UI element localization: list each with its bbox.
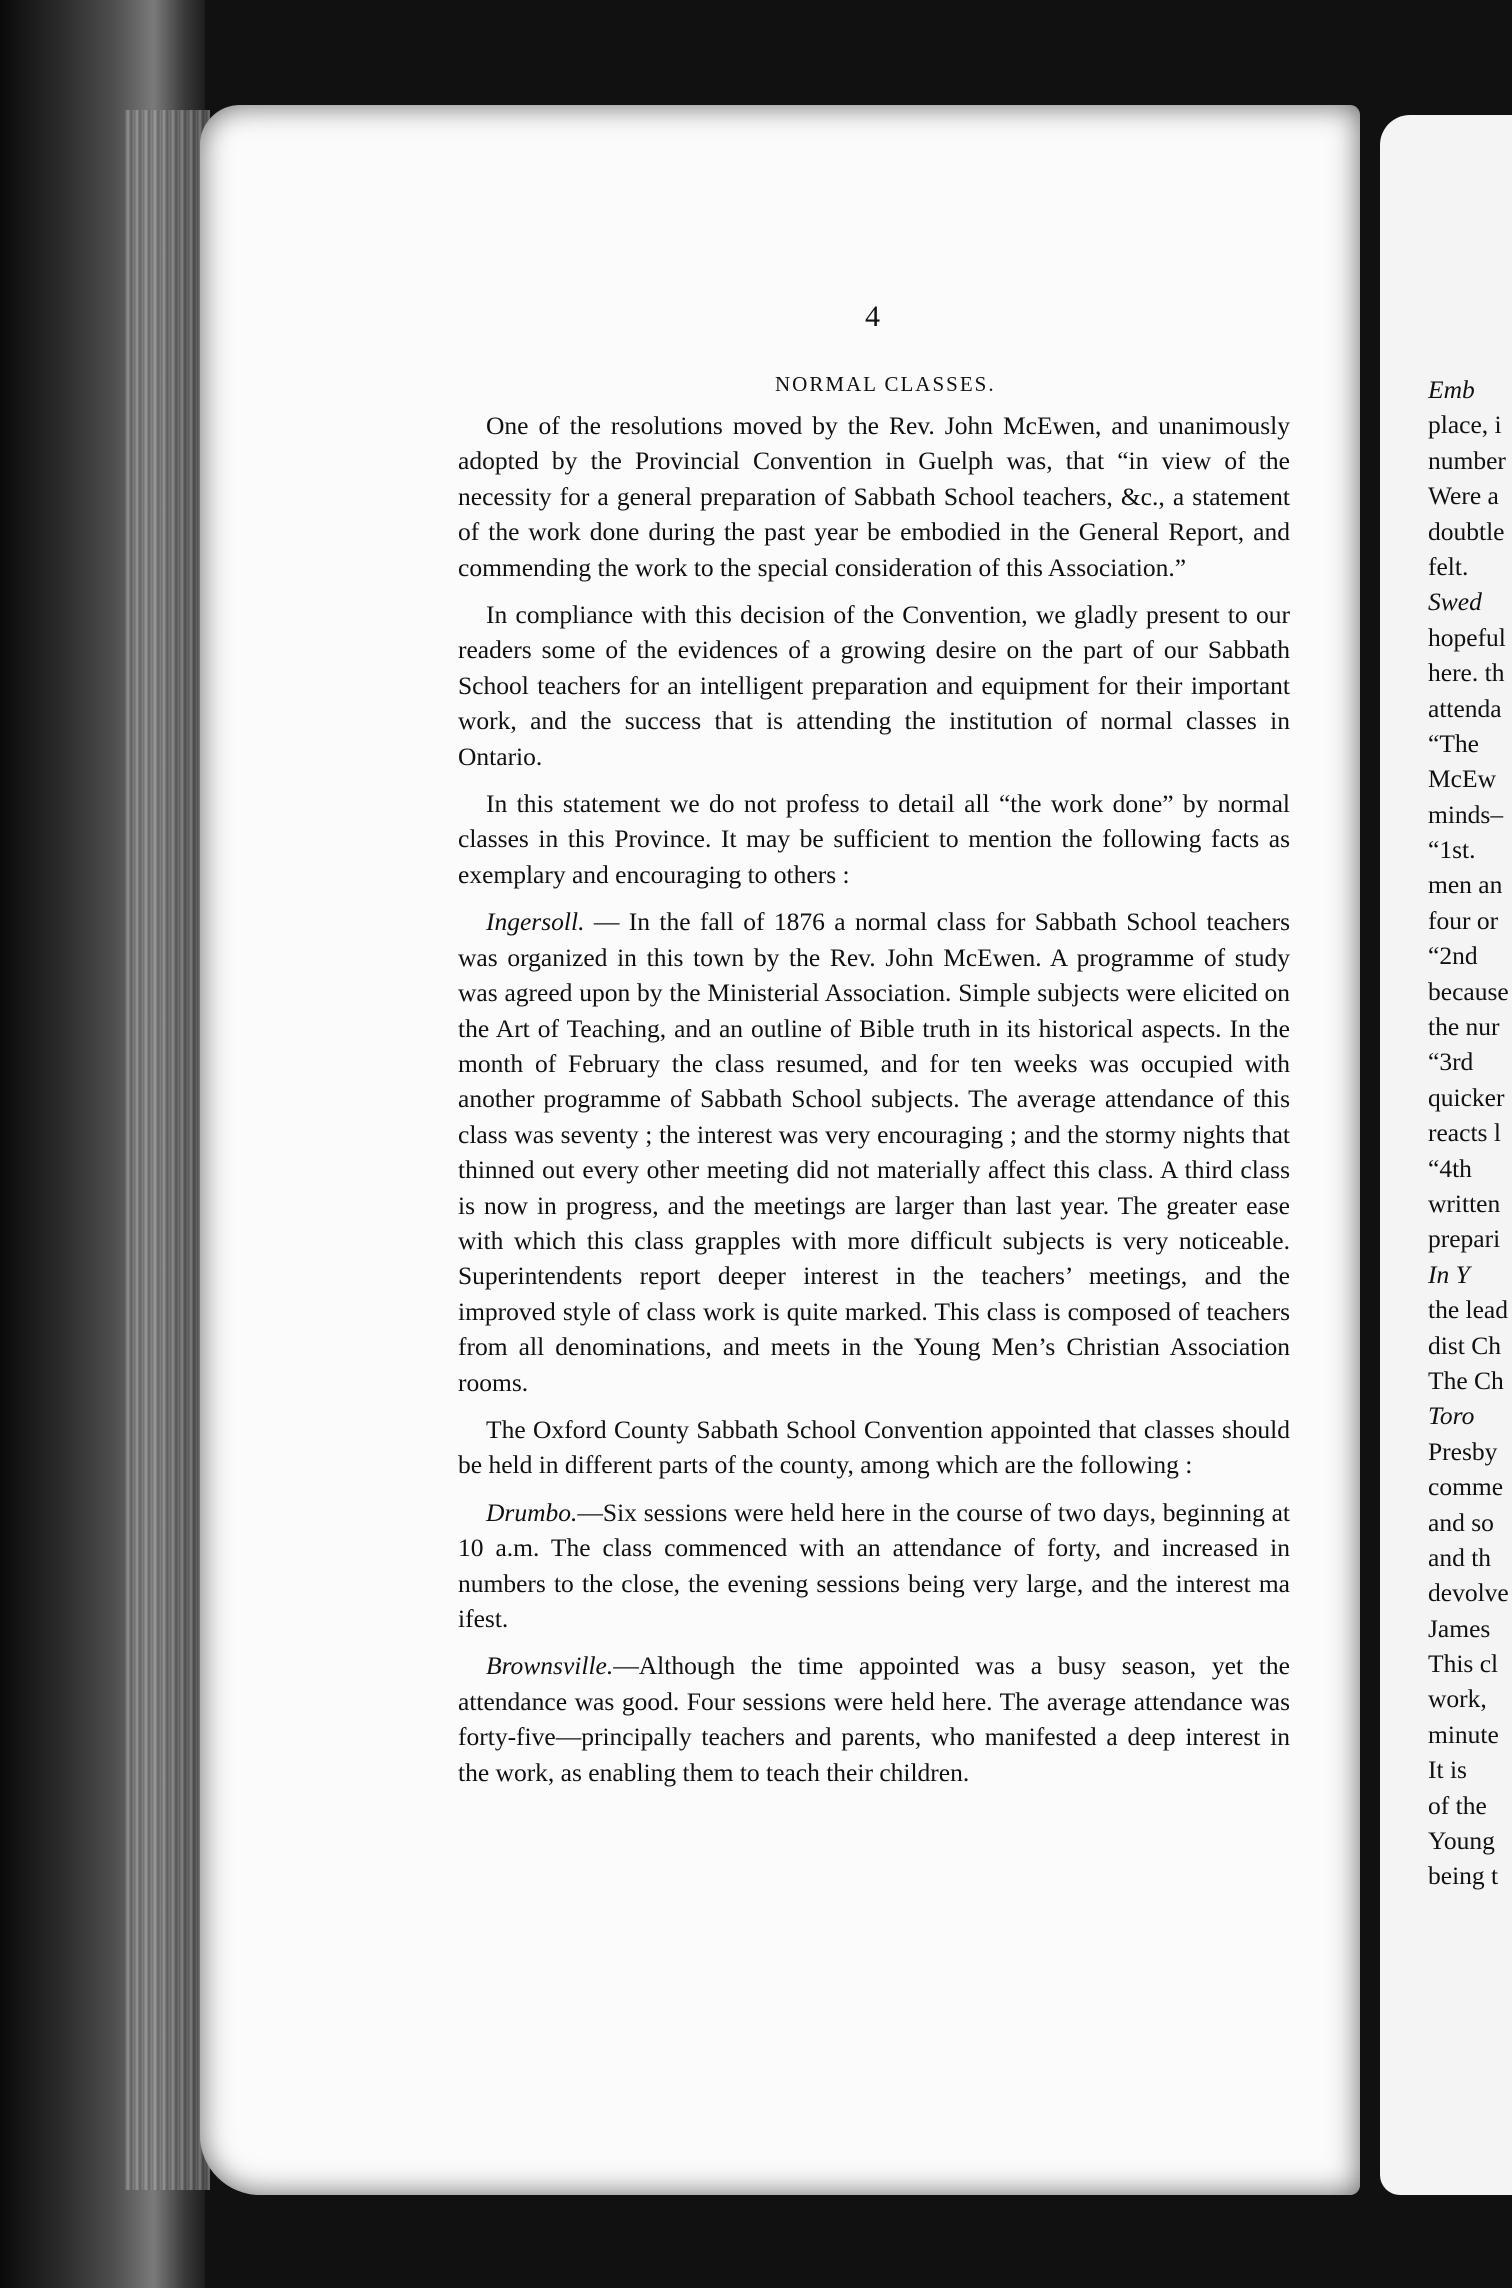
adjacent-line: Presby <box>1428 1436 1498 1466</box>
adjacent-line: James <box>1428 1613 1491 1643</box>
adjacent-line: number <box>1428 445 1506 475</box>
adjacent-line: Swed <box>1428 587 1482 617</box>
adjacent-line: doubtle <box>1428 516 1505 546</box>
place-name: Ingersoll. <box>486 907 585 937</box>
place-name: Drumbo. <box>486 1497 578 1527</box>
paragraph-ingersoll <box>458 904 1290 1400</box>
page-number: 4 <box>865 300 880 333</box>
adjacent-line: work, <box>1428 1684 1487 1714</box>
adjacent-line: being t <box>1428 1861 1499 1891</box>
adjacent-line: written <box>1428 1188 1501 1218</box>
body-text <box>458 408 1290 1790</box>
paragraph-drumbo <box>458 1495 1290 1637</box>
adjacent-line: hopeful <box>1428 622 1506 652</box>
adjacent-line: minds– <box>1428 799 1504 829</box>
adjacent-line: “2nd <box>1428 941 1478 971</box>
adjacent-line: Toro <box>1428 1401 1475 1431</box>
adjacent-page-text <box>1428 372 1512 1894</box>
paragraph-text: In this statement we do not profess to detail all “the work done” by normal classes in this Province. It may be sufficient to mention the following facts as exemplary and encouraging to others : <box>458 789 1290 889</box>
place-name: Brownsville. <box>486 1651 614 1681</box>
adjacent-line: Young <box>1428 1826 1495 1856</box>
paragraph <box>458 1412 1290 1483</box>
adjacent-line: In Y <box>1428 1259 1470 1289</box>
paragraph-text: In compliance with this decision of the Convention, we gladly present to our readers some of the evidences of a growing desire on the part of our Sabbath School teachers for an intelligent preparation and equipment for their important work, and the success that is attending the institution of normal classes in Ontario. <box>458 600 1290 771</box>
adjacent-line: “1st. <box>1428 835 1476 865</box>
adjacent-line: The Ch <box>1428 1365 1504 1395</box>
paragraph-text: The Oxford County Sabbath School Convention appointed that classes should be held in different parts of the county, among which are the following : <box>458 1414 1290 1480</box>
adjacent-line: “3rd <box>1428 1047 1474 1077</box>
adjacent-line: It is <box>1428 1755 1467 1785</box>
paragraph <box>458 597 1290 774</box>
adjacent-line: men an <box>1428 870 1503 900</box>
adjacent-line: place, i <box>1428 410 1502 440</box>
adjacent-line: the nur <box>1428 1012 1500 1042</box>
adjacent-line: reacts l <box>1428 1118 1501 1148</box>
adjacent-line: dist Ch <box>1428 1330 1501 1360</box>
adjacent-line: and so <box>1428 1507 1494 1537</box>
adjacent-line: McEw <box>1428 764 1496 794</box>
adjacent-line: Were a <box>1428 481 1499 511</box>
paragraph-text: — In the fall of 1876 a normal class for Sabbath School teachers was organized in this town by the Rev. John McEwen. A programme of study was agreed upon by the Ministerial Association. Simple subjects were elicited on the Art of Teaching, and an outline of Bible truth in its historical aspects. In the month of February the class resumed, and for ten weeks was occupied with another programme of Sabbath School subjects. The average attendance of this class was seventy ; the interest was very encouraging ; and the stormy nights that thinned out every other meeting did not materially affect this class. A third class is now in progress, and the meetings are larger than last year. The greater ease with which this class grapples with more difficult subjects is very noticeable. Superintendents report deeper interest in the teachers’ meetings, and the improved style of class work is quite marked. This class is composed of teachers from all denominations, and meets in the Young Men’s Christian Association rooms. <box>458 907 1290 1397</box>
adjacent-line: and th <box>1428 1542 1492 1572</box>
adjacent-line: four or <box>1428 905 1499 935</box>
paragraph-text: One of the resolutions moved by the Rev. John McEwen, and unanimously adopted by the Provincial Convention in Guelph was, that “in view of the necessity for a general preparation of Sabbath School teachers, &c., a statement of the work done during the past year be embodied in the General Report, and commending the work to the special consideration of this Association.” <box>458 411 1290 582</box>
adjacent-line: attenda <box>1428 693 1502 723</box>
adjacent-line: This cl <box>1428 1649 1499 1679</box>
adjacent-line: because <box>1428 976 1509 1006</box>
page-edges <box>125 110 210 2190</box>
adjacent-line: of the <box>1428 1790 1487 1820</box>
adjacent-line: felt. <box>1428 551 1469 581</box>
adjacent-line: quicker <box>1428 1082 1505 1112</box>
adjacent-line: here. th <box>1428 658 1505 688</box>
adjacent-line: “4th <box>1428 1153 1472 1183</box>
adjacent-line: “The <box>1428 728 1479 758</box>
paragraph-text: —Although the time appointed was a busy season, yet the attendance was good. Four sessions were held here. The average attendance was forty-five—principally teachers and parents, who manifested a deep interest in the work, as enabling them to teach their children. <box>458 1651 1290 1787</box>
adjacent-line: the lead <box>1428 1295 1508 1325</box>
adjacent-line: prepari <box>1428 1224 1501 1254</box>
paragraph-brownsville <box>458 1648 1290 1790</box>
adjacent-line: Emb <box>1428 375 1475 404</box>
adjacent-line: devolve <box>1428 1578 1509 1608</box>
paragraph-text: —Six sessions were held here in the course of two days, beginning at 10 a.m. The class commenced with an attendance of forty, and increased in numbers to the close, the evening sessions being very large, and the interest ma ifest. <box>458 1497 1290 1633</box>
adjacent-line: minute <box>1428 1719 1499 1749</box>
adjacent-line: comme <box>1428 1472 1504 1502</box>
paragraph <box>458 786 1290 892</box>
section-heading: NORMAL CLASSES. <box>775 372 996 396</box>
paragraph <box>458 408 1290 585</box>
